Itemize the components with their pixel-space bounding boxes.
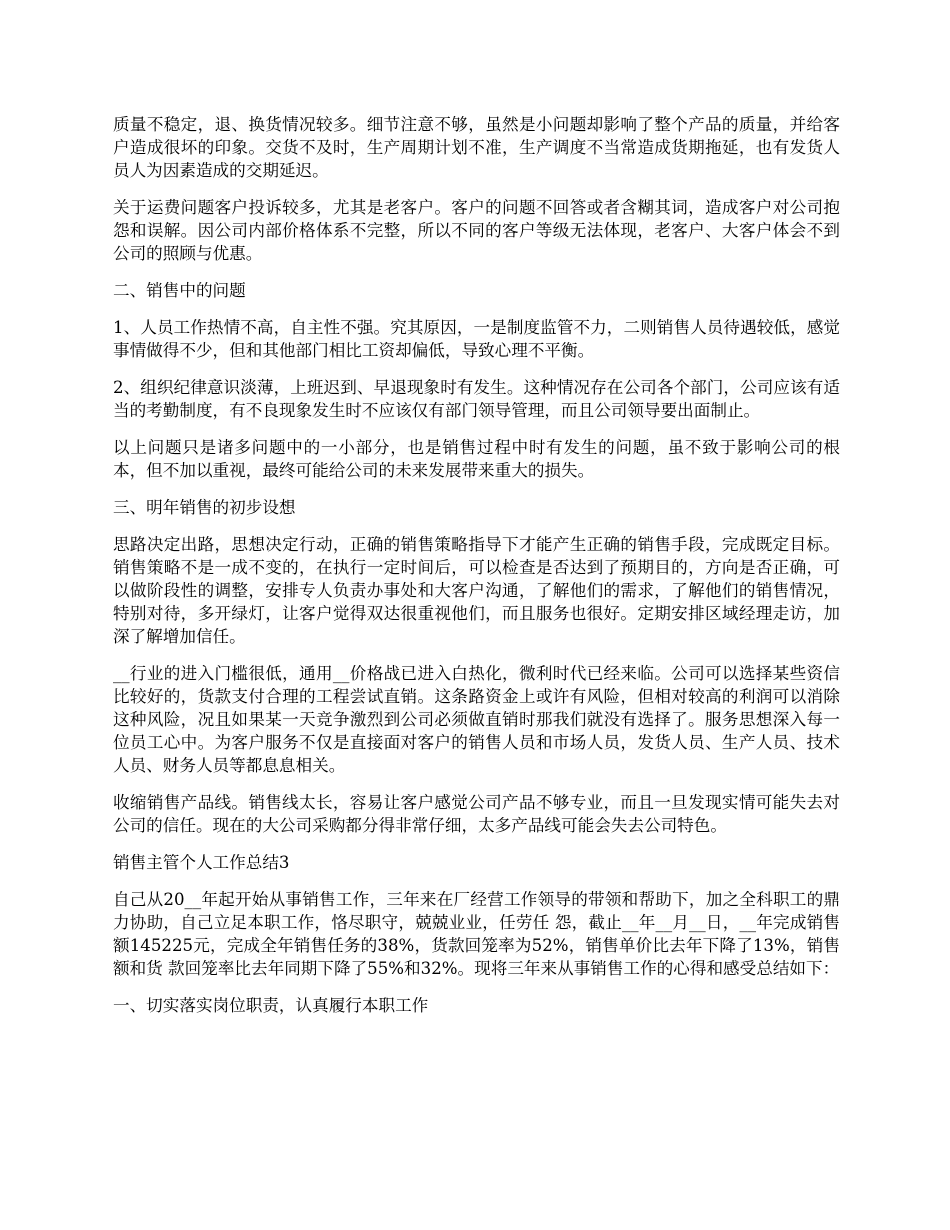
paragraph-freight-complaints: 关于运费问题客户投诉较多，尤其是老客户。客户的问题不回答或者含糊其词，造成客户对公司抱怨和误解。因公司内部价格体系不完整，所以不同的客户等级无法体现，老客户、大客户体会不到公司的照顾与优惠。 [113, 198, 840, 263]
heading-next-year-plan: 三、明年销售的初步设想 [113, 498, 296, 517]
paragraph-problems-summary: 以上问题只是诸多问题中的一小部分，也是销售过程中时有发生的问题，虽不致于影响公司的根本，但不加以重视，最终可能给公司的未来发展带来重大的损失。 [113, 438, 840, 480]
paragraph-quality-issues: 质量不稳定，退、换货情况较多。细节注意不够，虽然是小问题却影响了整个产品的质量，并给客户造成很坏的印象。交货不及时，生产周期计划不准，生产调度不当常造成货期拖延，也有发货人员人为因素造成的交期延迟。 [113, 115, 840, 180]
paragraph-industry: __行业的进入门槛很低，通用__价格战已进入白热化，微利时代已经来临。公司可以选择某些资信比较好的，货款支付合理的工程尝试直销。这条路资金上或许有风险，但相对较高的利润可以消除这种风险，况且如果某一天竞争激烈到公司必须做直销时那我们就没有选择了。服务思想深入每一位员工心中。为客户服务不仅是直接面对客户的销售人员和市场人员，发货人员、生产人员、技术人员、财务人员等都息息相关。 [113, 664, 840, 775]
paragraph-problem-1: 1、人员工作热情不高，自主性不强。究其原因，一是制度监管不力，二则销售人员待遇较低，感觉事情做得不少，但和其他部门相比工资却偏低，导致心理不平衡。 [113, 318, 840, 360]
heading-summary-3: 销售主管个人工作总结3 [113, 853, 290, 872]
paragraph-personal-summary: 自己从20__年起开始从事销售工作，三年来在厂经营工作领导的带领和帮助下，加之全科职工的鼎力协助，自己立足本职工作，恪尽职守，兢兢业业，任劳任 怨，截止__年__月__日，__年完成销售额145225元，完成全年销售任务的38%，货款回笼率为52%，销售单价比去年下降了13%，销售额和货 款回笼率比去年同期下降了55%和32%。现将三年来从事销售工作的心得和感受总结如下： [113, 890, 840, 978]
document-body [113, 113, 840, 1031]
heading-duties: 一、切实落实岗位职责，认真履行本职工作 [113, 996, 429, 1015]
paragraph-strategy: 思路决定出路，思想决定行动，正确的销售策略指导下才能产生正确的销售手段，完成既定目标。销售策略不是一成不变的，在执行一定时间后，可以检查是否达到了预期目的，方向是否正确，可以做阶段性的调整，安排专人负责办事处和大客户沟通，了解他们的需求，了解他们的销售情况，特别对待，多开绿灯，让客户觉得双达很重视他们，而且服务也很好。定期安排区域经理走访，加深了解增加信任。 [113, 535, 840, 646]
paragraph-problem-2: 2、组织纪律意识淡薄，上班迟到、早退现象时有发生。这种情况存在公司各个部门，公司应该有适当的考勤制度，有不良现象发生时不应该仅有部门领导管理，而且公司领导要出面制止。 [113, 378, 840, 420]
paragraph-product-line: 收缩销售产品线。销售线太长，容易让客户感觉公司产品不够专业，而且一旦发现实情可能失去对公司的信任。现在的大公司采购都分得非常仔细，太多产品线可能会失去公司特色。 [113, 793, 840, 835]
heading-sales-problems: 二、销售中的问题 [113, 281, 246, 300]
